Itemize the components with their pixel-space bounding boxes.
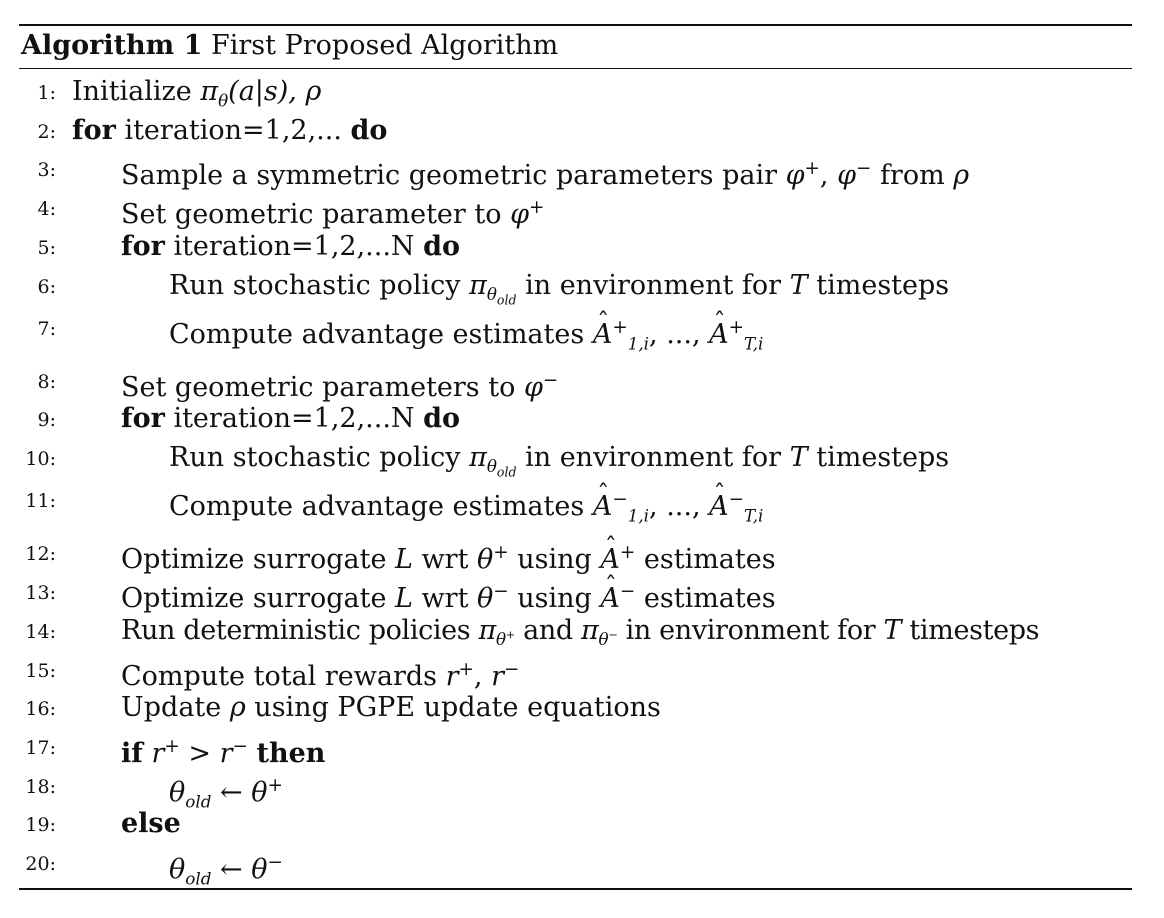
line-number: 1: bbox=[37, 82, 56, 104]
algorithm-line-7 bbox=[0, 310, 1164, 354]
line-number: 12: bbox=[25, 543, 56, 565]
algorithm-line-17 bbox=[0, 729, 1164, 769]
line-number: 18: bbox=[25, 776, 56, 798]
line-number: 8: bbox=[37, 371, 56, 393]
line-text: Compute total rewards r+, r− bbox=[121, 659, 520, 692]
line-number: 14: bbox=[25, 621, 56, 643]
line-number: 15: bbox=[25, 660, 56, 682]
line-text: Run stochastic policy $\pi_{\theta_{old}}$ in environment for T timesteps bbox=[169, 270, 950, 308]
algorithm-line-9 bbox=[0, 401, 1164, 437]
algorithm-line-15 bbox=[0, 652, 1164, 692]
line-text: for iteration=1,2,...N do bbox=[121, 403, 461, 434]
algorithm-line-3 bbox=[0, 151, 1164, 191]
line-text: Compute advantage estimates ˆ $A^+_{1,i}$, ..., ˆ $A^+_{T,i}$ bbox=[169, 310, 763, 361]
line-text: Initialize $\pi_\theta(a|s)$, ρ bbox=[72, 76, 322, 111]
bottom-rule bbox=[19, 888, 1132, 890]
algorithm-line-16 bbox=[0, 690, 1164, 726]
line-text: Update ρ using PGPE update equations bbox=[121, 692, 661, 723]
algorithm-line-20 bbox=[0, 845, 1164, 889]
algorithm-line-19 bbox=[0, 806, 1164, 842]
line-text: Set geometric parameters to φ− bbox=[121, 370, 559, 403]
line-number: 10: bbox=[25, 448, 56, 470]
line-number: 2: bbox=[37, 121, 56, 143]
algorithm-line-5 bbox=[0, 229, 1164, 265]
line-text: $\theta_{old}$ ← θ− bbox=[169, 852, 283, 889]
top-rule bbox=[19, 24, 1132, 26]
algorithm-line-18 bbox=[0, 768, 1164, 812]
line-number: 16: bbox=[25, 698, 56, 720]
line-number: 4: bbox=[37, 198, 56, 220]
algorithm-line-2 bbox=[0, 113, 1164, 149]
line-number: 7: bbox=[37, 318, 56, 340]
line-number: 3: bbox=[37, 159, 56, 181]
algorithm-line-1 bbox=[0, 74, 1164, 110]
algorithm-line-4 bbox=[0, 190, 1164, 230]
line-number: 11: bbox=[25, 490, 56, 512]
line-text: $\theta_{old}$ ← θ+ bbox=[169, 775, 283, 812]
algorithm-line-12 bbox=[0, 535, 1164, 575]
algorithm-caption bbox=[21, 29, 558, 63]
line-number: 5: bbox=[37, 237, 56, 259]
caption-rule bbox=[19, 68, 1132, 69]
algorithm-line-11 bbox=[0, 482, 1164, 526]
line-number: 20: bbox=[25, 853, 56, 875]
line-text: Compute advantage estimates ˆ $A^-_{1,i}$, ..., ˆ $A^-_{T,i}$ bbox=[169, 482, 763, 533]
algorithm-line-13 bbox=[0, 574, 1164, 614]
line-number: 17: bbox=[25, 737, 56, 759]
line-number: 6: bbox=[37, 276, 56, 298]
line-text: Set geometric parameter to φ+ bbox=[121, 197, 545, 230]
algorithm-line-8 bbox=[0, 363, 1164, 403]
line-number: 9: bbox=[37, 409, 56, 431]
line-text: for iteration=1,2,... do bbox=[72, 115, 388, 146]
line-text: Sample a symmetric geometric parameters pair φ+, φ− from ρ bbox=[121, 158, 970, 191]
algorithm-line-10 bbox=[0, 440, 1164, 480]
line-text: for iteration=1,2,...N do bbox=[121, 231, 461, 262]
line-text: else bbox=[121, 808, 181, 839]
algorithm-label: Algorithm 1 bbox=[21, 30, 203, 61]
line-text: Run deterministic policies $\pi_{\theta^+}$ and $\pi_{\theta^-}$ in environment for T timesteps bbox=[121, 615, 1040, 650]
line-number: 19: bbox=[25, 814, 56, 836]
line-text: Optimize surrogate L wrt θ− using ˆ A− estimates bbox=[121, 574, 776, 617]
line-text: if r+ > r− then bbox=[121, 736, 326, 769]
line-text: Optimize surrogate L wrt θ+ using ˆ A+ estimates bbox=[121, 535, 776, 578]
algorithm-line-14 bbox=[0, 613, 1164, 649]
algorithm-line-6 bbox=[0, 268, 1164, 308]
line-text: Run stochastic policy $\pi_{\theta_{old}}$ in environment for T timesteps bbox=[169, 442, 950, 480]
line-number: 13: bbox=[25, 582, 56, 604]
algorithm-title: First Proposed Algorithm bbox=[211, 30, 559, 61]
